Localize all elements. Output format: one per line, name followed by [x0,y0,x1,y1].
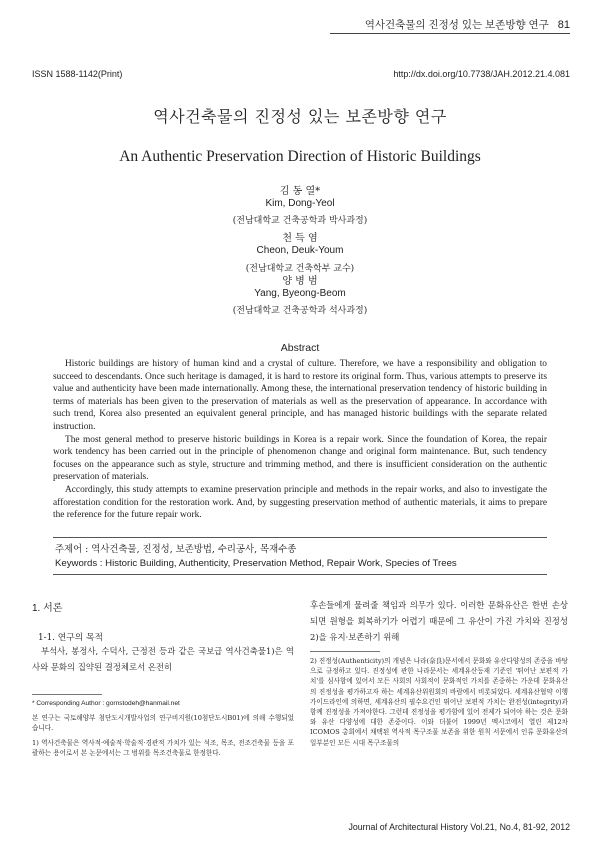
author-1-english: Kim, Dong-Yeol [265,198,335,209]
keywords-rule-bottom [53,574,547,575]
right-footnotes [310,656,568,748]
right-body-paragraph [310,598,568,645]
running-header [330,17,570,32]
abstract-paragraph: Accordingly, this study attempts to examine preservation principle and methods in the repair works, and also to investigate the afforestation condition for the restoration work. And, by suggesting preservation method of authentic materials, it aims to prepare the reference for the future repair work. [53,484,547,521]
journal-footer: Journal of Architectural History Vol.21, No.4, 81-92, 2012 [348,822,570,832]
issn: ISSN 1588-1142(Print) [32,69,123,79]
english-keywords-text: Historic Building, Authenticity, Preservation Method, Repair Work, Species of Trees [105,558,457,569]
corresponding-author: * Corresponding Author : gornstodeh@hanmail.net [32,700,180,707]
keywords-rule-top [53,537,547,538]
author-3-english: Yang, Byeong-Beom [254,288,346,299]
funding-note: 본 연구는 국토해양부 첨단도시개발사업의 연구비지원(10첨단도시B01)에 의해 수행되었습니다. [32,714,294,733]
doi-link[interactable]: http://dx.doi.org/10.7738/JAH.2012.21.4.081 [393,69,570,79]
footnote-2: 2) 진정성(Authenticity)의 개념은 나라(奈良)문서에서 문화와 유산다양성의 존중을 바탕으로 규정하고 있다. 진정성에 관한 나라문서는 세계유산등재 기준인 '뛰어난 보편적 가치'를 심사함에 있어서 모든 사회의 사회적이 문화적인 가치를 존중하는 가운데 문화유산의 진정성을 평가하고자 하는 세계유산위원회의 바람에서 비롯되었다. 세계유산협약 이행 가이드라인에 의하면, 세계유산의 필수요건인 뛰어난 보편적 가치는 완전성(integrity)과 함께 진정성을 가져야한다. 그런데 진정성을 평가함에 있어 전제가 되어야 하는 것은 문화와 유산 다양성에 대한 존중이다. 이와 더불어 1999년 멕시코에서 열린 제12차 ICOMOS 총회에서 채택된 역사적 목구조물 보존을 위한 원칙 서문에서 인류 문화유산의 일부분인 모든 시대 목구조물의 [310,657,568,747]
footnote-1: 1) 역사건축물은 역사적·예술적·학술적·경관적 가치가 있는 석조, 목조, 전조건축물 등을 포괄하는 용어로서 본 논문에서는 그 범위를 목조건축물로 한정한다. [32,738,294,757]
english-keywords-label: Keywords : [55,558,103,569]
author-2-affiliation: (전남대학교 건축학부 교수) [245,264,355,274]
abstract-paragraph: Historic buildings are history of human kind and a crystal of culture. Therefore, we have a responsibility and obligation to succeed to descendants. Once such heritage is damaged, it is hard to restore its original form. Thus, various attempts to preserve its value and authenticity have been made internationally. Among these, the international preservation tendency of historic building in terms of materials has been given to the preservation of materials as well as the preservation of appearance. In accordance with such trend, Korea also presented an equivalent general principle, and has managed historic buildings with the separate related instruction. [53,359,547,432]
abstract-paragraph: The most general method to preserve historic buildings in Korea is a repair work. Since the foundation of Korea, the repair work tendency has been carried out in the principle of phenomenon change and original form maintenance. But, such tendency focuses on the appearance such as style, structure and trimming method, and there is insufficient consideration on the authentic preservation of materials. [53,434,547,483]
korean-keywords-label: 주제어 : [55,544,89,555]
abstract-heading: Abstract [280,342,320,354]
korean-keywords [55,541,296,555]
korean-keywords-text: 역사건축물, 진정성, 보존방법, 수리공사, 목재수종 [91,544,297,555]
english-keywords [55,558,457,569]
abstract-body [53,358,547,522]
author-2-english: Cheon, Deuk-Youm [256,245,344,256]
header-rule [330,33,570,34]
author-1-affiliation: (전남대학교 건축공학과 박사과정) [232,216,368,226]
running-title: 역사건축물의 진정성 있는 보존방향 연구 [364,19,549,31]
subsection-heading: 1-1. 연구의 목적 [38,633,104,643]
korean-title: 역사건축물의 진정성 있는 보존방향 연구 [153,107,447,126]
author-2-korean: 천 득 염 [282,233,318,244]
english-title: An Authentic Preservation Direction of Historic Buildings [119,148,481,165]
left-footnotes [32,699,294,758]
left-body-paragraph [32,644,294,676]
author-1-korean: 김 동 열* [279,186,321,197]
right-body-text: 후손들에게 물려줄 책임과 의무가 있다. 이러한 문화유산은 한번 손상되면 원형을 회복하기가 어렵기 때문에 그 유산이 가진 가치와 진정성2)을 유지·보존하기 위해 [310,600,568,642]
section-heading: 1. 서론 [32,603,63,614]
footnote-rule-right [310,651,380,652]
footnote-rule-left [32,694,102,695]
author-3-korean: 양 병 범 [282,276,318,287]
left-body-text: 부석사, 봉정사, 수덕사, 근정전 등과 같은 국보급 역사건축물1)은 역사와 문화의 집약된 결정체로서 온전히 [32,646,294,672]
page-number: 81 [557,19,570,31]
author-3-affiliation: (전남대학교 건축공학과 석사과정) [232,306,368,316]
